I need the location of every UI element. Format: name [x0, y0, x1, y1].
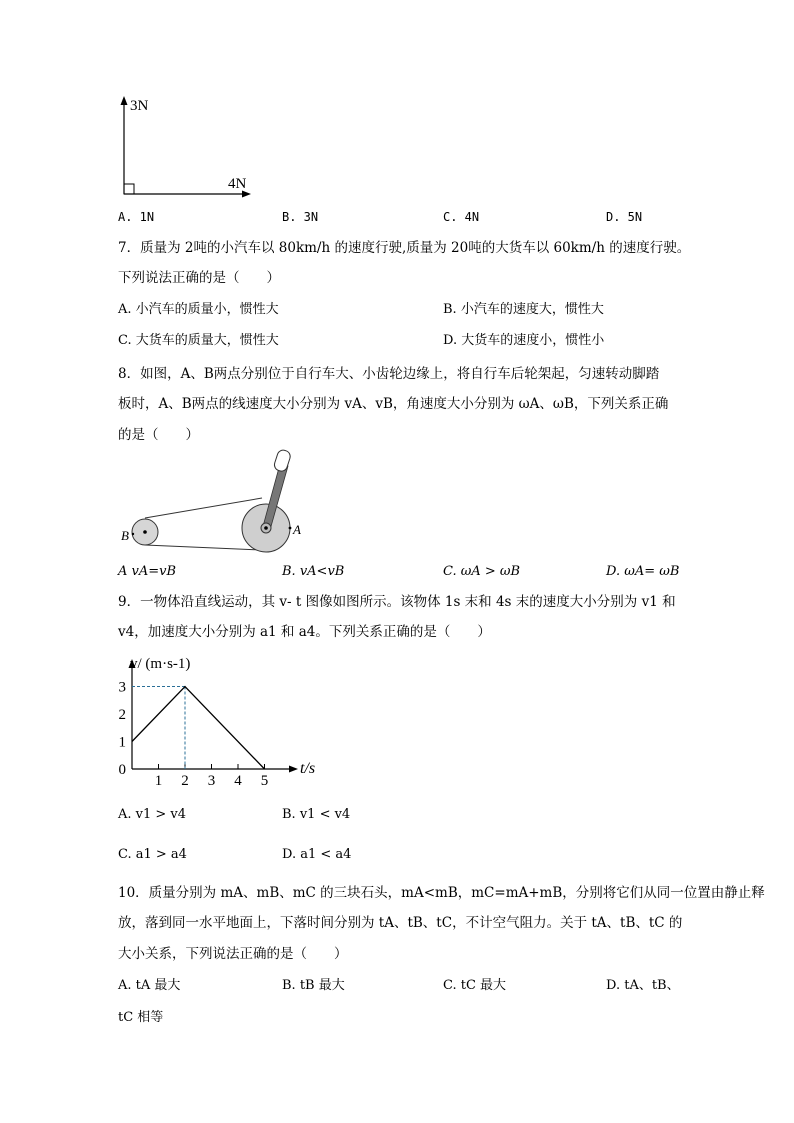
q7-stem-line2: 下列说法正确的是（ ） [118, 270, 280, 286]
horizontal-force-label: 4N [228, 176, 247, 192]
y-tick-label: 3 [118, 679, 126, 696]
q9-option-c[interactable]: C. a1 > a4 [118, 847, 187, 862]
q9-stem-line2: v4，加速度大小分别为 a1 和 a4。下列关系正确的是（ ） [118, 624, 491, 640]
q10-option-d[interactable]: D. tA、tB、 [606, 978, 680, 993]
force-diagram [110, 92, 270, 202]
q10-stem-line3: 大小关系，下列说法正确的是（ ） [118, 946, 348, 962]
q6-option-c[interactable]: C. 4N [443, 210, 480, 224]
chain-bottom [145, 545, 262, 550]
q6-option-a[interactable]: A. 1N [118, 210, 155, 224]
point-b-label: B [121, 528, 129, 543]
x-tick-label: 3 [207, 773, 216, 787]
x-tick-label: 4 [234, 773, 242, 787]
y-axis-label: v/ (m·s-1) [130, 656, 191, 672]
point-a-label: A [293, 522, 301, 537]
q10-stem-line2: 放，落到同一水平地面上，下落时间分别为 tA、tB、tC，不计空气阻力。关于 tA、tB、tC 的 [118, 915, 683, 931]
q8-option-c[interactable]: C. ωA > ωB [443, 564, 521, 579]
q10-option-c[interactable]: C. tC 最大 [443, 978, 507, 993]
vertical-arrowhead [121, 96, 128, 105]
right-angle-mark [124, 184, 134, 194]
q7-option-a[interactable]: A. 小汽车的质量小，惯性大 [118, 302, 279, 317]
q6-option-d[interactable]: D. 5N [606, 210, 643, 224]
q9-option-d[interactable]: D. a1 < a4 [282, 847, 352, 862]
point-b-dot [143, 530, 147, 534]
q8-option-a[interactable]: A vA=vB [118, 564, 177, 579]
x-tick-label: 5 [260, 773, 269, 787]
q8-option-b[interactable]: B. vA<vB [282, 564, 345, 579]
q10-stem-line1: 10．质量分别为 mA、mB、mC 的三块石头，mA<mB，mC=mA+mB，分别将它们从同一位置由静止释 [118, 885, 765, 901]
q10-option-d-continued: tC 相等 [118, 1010, 164, 1025]
pedal [273, 449, 292, 473]
q9-stem-line1: 9．一物体沿直线运动，其 v- t 图像如图所示。该物体 1s 末和 4s 末的速度大小分别为 v1 和 [118, 594, 676, 610]
q9-option-b[interactable]: B. v1 < v4 [282, 807, 351, 822]
x-axis-label: t/s [300, 760, 316, 777]
chain-top [145, 498, 262, 518]
q8-stem-line2: 板时，A、B两点的线速度大小分别为 vA、vB，角速度大小分别为 ωA、ωB，下列关系正确 [118, 396, 669, 412]
q7-option-c[interactable]: C. 大货车的质量大，惯性大 [118, 333, 279, 348]
velocity-series-line [132, 687, 265, 770]
q7-stem-line1: 7．质量为 2吨的小汽车以 80km/h 的速度行驶,质量为 20吨的大货车以 60km/h 的速度行驶。 [118, 240, 691, 256]
q7-option-d[interactable]: D. 大货车的速度小，惯性小 [443, 333, 605, 348]
vertical-force-label: 3N [130, 98, 149, 114]
q10-option-b[interactable]: B. tB 最大 [282, 978, 345, 993]
q6-option-b[interactable]: B. 3N [282, 210, 319, 224]
q8-option-d[interactable]: D. ωA= ωB [606, 564, 680, 579]
q7-option-b[interactable]: B. 小汽车的速度大，惯性大 [443, 302, 604, 317]
bicycle-gear-diagram [112, 448, 312, 553]
x-tick-label: 1 [154, 773, 163, 787]
point-a-dot [289, 527, 292, 530]
x-axis-arrowhead [289, 766, 298, 773]
q8-stem-line1: 8．如图，A、B两点分别位于自行车大、小齿轮边缘上，将自行车后轮架起，匀速转动脚踏 [118, 366, 660, 382]
q9-option-a[interactable]: A. v1 > v4 [118, 807, 187, 822]
x-tick-label: 2 [181, 773, 189, 787]
crank-axle [264, 526, 268, 530]
y-tick-label: 2 [118, 707, 126, 723]
y-tick-label: 0 [118, 762, 126, 778]
vt-graph [112, 652, 327, 787]
y-tick-label: 1 [118, 734, 126, 751]
point-b-edge [132, 533, 134, 535]
q10-option-a[interactable]: A. tA 最大 [118, 978, 181, 993]
q8-stem-line3: 的是（ ） [118, 427, 199, 443]
